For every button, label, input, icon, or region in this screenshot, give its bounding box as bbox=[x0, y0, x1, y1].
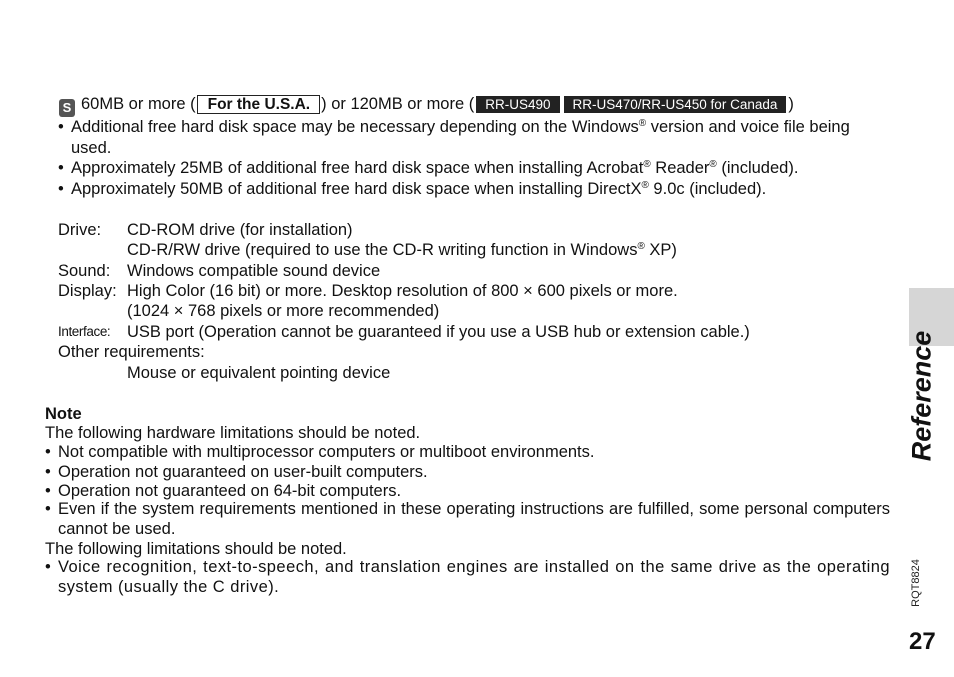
interface-value: USB port (Operation cannot be guaranteed if you use a USB hub or extension cable.) bbox=[127, 323, 750, 341]
storage-prefix: 60MB or more ( bbox=[81, 95, 196, 113]
display-label: Display: bbox=[58, 282, 117, 300]
note-item-1: • Not compatible with multiprocessor computers or multiboot environments. bbox=[45, 443, 595, 461]
model-us490-badge: RR-US490 bbox=[476, 96, 559, 113]
interface-label: Interface: bbox=[58, 324, 111, 339]
note-intro: The following hardware limitations should be noted. bbox=[45, 424, 421, 442]
storage-middle: ) or 120MB or more ( bbox=[321, 95, 475, 113]
note-intro-2: The following limitations should be noted. bbox=[45, 540, 347, 558]
usa-label-box: For the U.S.A. bbox=[197, 95, 320, 114]
note-item-3: • Operation not guaranteed on 64-bit computers. bbox=[45, 482, 402, 500]
storage-bullet-3: • Approximately 50MB of additional free hard disk space when installing DirectX® 9.0c (included). bbox=[58, 180, 767, 198]
storage-requirement-line bbox=[59, 94, 794, 117]
storage-bullet-1: • Additional free hard disk space may be necessary depending on the Windows® version and voice file being used. bbox=[58, 118, 850, 157]
note-item-2: • Operation not guaranteed on user-built computers. bbox=[45, 463, 428, 481]
drive-line-1: CD-ROM drive (for installation) bbox=[127, 221, 353, 239]
storage-suffix: ) bbox=[788, 95, 794, 113]
other-value: Mouse or equivalent pointing device bbox=[127, 364, 391, 382]
other-label: Other requirements: bbox=[58, 343, 205, 361]
display-line-2: (1024 × 768 pixels or more recommended) bbox=[127, 302, 440, 320]
sound-label: Sound: bbox=[58, 262, 111, 280]
display-line-1: High Color (16 bit) or more. Desktop resolution of 800 × 600 pixels or more. bbox=[127, 282, 678, 300]
storage-bullet-2: • Approximately 25MB of additional free hard disk space when installing Acrobat® Reader® (included). bbox=[58, 159, 799, 177]
note-title: Note bbox=[45, 405, 82, 423]
drive-label: Drive: bbox=[58, 221, 102, 239]
sound-value: Windows compatible sound device bbox=[127, 262, 381, 280]
drive-line-2: CD-R/RW drive (required to use the CD-R writing function in Windows® XP) bbox=[127, 241, 677, 259]
document-code: RQT8824 bbox=[910, 559, 922, 607]
s-badge-icon: S bbox=[59, 99, 75, 117]
model-canada-badge: RR-US470/RR-US450 for Canada bbox=[564, 96, 787, 113]
note-item2-1: • Voice recognition, text-to-speech, and translation engines are installed on the same drive as the operating system (usually the C drive). bbox=[45, 558, 890, 596]
note-item-4: • Even if the system requirements mentioned in these operating instructions are fulfilled, some personal computers cannot be used. bbox=[45, 500, 890, 538]
section-title: Reference bbox=[906, 330, 937, 462]
page-number: 27 bbox=[909, 628, 936, 655]
